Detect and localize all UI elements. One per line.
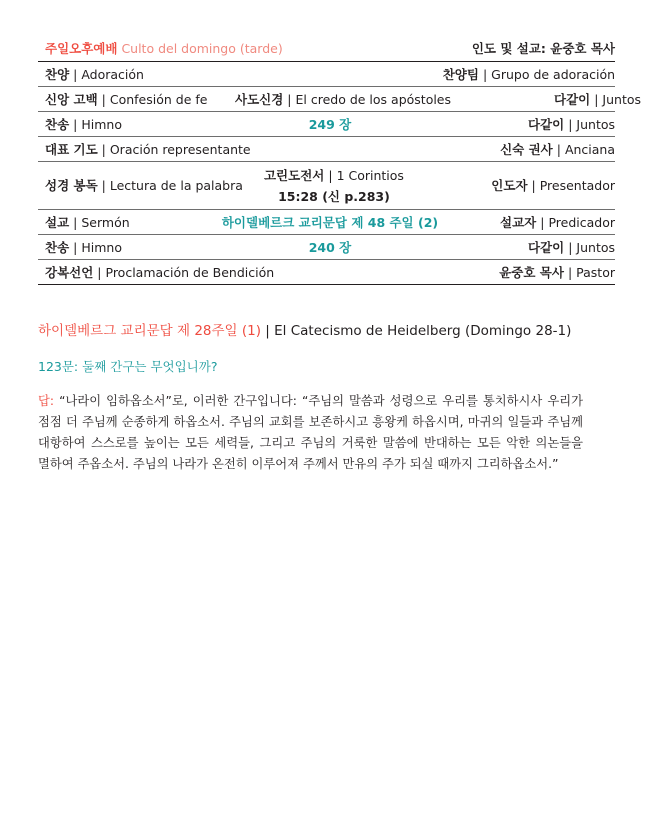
item-name-ko: 성경 봉독 [45,178,98,193]
order-item-left [38,142,375,157]
item-name-es: Sermón [81,214,130,230]
item-name-ko: 찬송 [45,239,70,255]
item-name-es: Confesión de fe [109,91,208,107]
scripture-book-es: 1 Corintios [336,167,404,183]
separator: | [73,214,78,230]
separator: | [73,239,78,255]
item-name-es: Proclamación de Bendición [105,264,275,280]
separator: | [531,178,536,193]
item-person-ko: 찬양팀 [442,66,479,82]
item-person-es: Predicador [548,214,615,230]
item-name-ko: 찬송 [45,116,70,132]
service-leader-text: 인도 및 설교: 윤중호 목사 [471,41,615,56]
answer-text: “나라이 임하옵소서”로, 이러한 간구입니다: “주님의 말씀과 성령으로 우리를 통치하시사 우리가 점점 더 주님께 순종하게 하옵소서. 주님의 교회를 보존하시고 흥왕케 하옵시며, 마귀의 일들과 주님께 대항하여 스스로를 높이는 모든 세력들, 그리고 주님의 거룩한 말씀에 반대하는 모든 악한 의논들을 멸하여 주옵소서. 주님의 나라가 온전히 이루어져 주께서 만유의 주가 되실 때까지 그리하옵소서.” [38,394,583,471]
item-person-ko: 윤중호 목사 [499,264,564,280]
catechism-question: 123문: 둘째 간구는 무엇입니까? [38,359,218,374]
separator: | [482,66,488,82]
item-name-ko: 신앙 고백 [45,91,98,107]
item-person-es: Presentador [539,178,615,193]
order-item-mid [195,215,465,230]
order-item-mid [235,117,425,132]
order-item-left [38,92,235,107]
hymn-number: 240 장 [308,239,352,255]
separator: | [101,178,106,193]
item-person-es: Juntos [602,91,642,107]
catechism-title [38,319,615,339]
item-name-es: Himno [81,239,122,255]
catechism-title-ko: 하이델베르그 교리문답 제 28주일 (1) [38,323,261,339]
order-item-left [38,215,195,230]
item-person-ko: 인도자 [491,178,528,193]
separator: | [73,116,78,132]
order-item-right [375,142,615,157]
item-name-ko: 설교 [45,214,70,230]
service-title-ko: 주일오후예배 [45,41,118,56]
scripture-book [264,168,404,183]
item-name-ko: 대표 기도 [45,141,98,157]
separator: | [287,91,292,107]
service-title-es: Culto del domingo (tarde) [121,41,283,56]
separator: | [594,91,599,107]
separator: | [73,66,78,82]
item-name-es: Adoración [81,66,144,82]
order-row-prayer [38,137,615,162]
answer-label: 답: [38,394,55,408]
order-item-left [38,265,387,280]
service-leader [377,41,615,56]
order-row-praise [38,62,615,87]
sermon-title: 하이델베르크 교리문답 제 48 주일 (2) [221,214,439,230]
order-item-right [465,215,615,230]
order-item-right [425,240,615,255]
item-name-ko: 강복선언 [45,264,94,280]
item-person-es: Pastor [576,264,615,280]
order-of-service [38,36,642,285]
scripture-verse: 15:28 (신 p.283) [278,188,390,204]
scripture-book-ko: 고린도전서 [263,167,325,183]
item-name-es: Himno [81,116,122,132]
order-item-right [425,117,615,132]
item-person-ko: 다같이 [554,91,591,107]
item-person-es: Juntos [576,239,615,255]
order-row-benediction [38,260,615,285]
order-item-right [293,67,615,82]
item-person-ko: 다같이 [527,239,565,255]
item-name-es: Lectura de la palabra [109,178,243,193]
separator: | [568,239,573,255]
separator: | [556,141,561,157]
order-item-mid [243,168,425,204]
separator: | [567,264,573,280]
order-item-left [38,117,235,132]
order-row-creed [38,87,642,112]
separator: | [101,91,106,107]
item-person-es: Anciana [564,141,615,157]
item-content-es: El credo de los apóstoles [295,91,452,107]
item-person-es: Grupo de adoración [491,66,616,82]
item-person-ko: 신숙 권사 [500,141,553,157]
order-row-hymn-1 [38,112,615,137]
item-person-ko: 설교자 [500,214,537,230]
separator: | [328,167,333,183]
order-item-mid [235,240,425,255]
scripture-reference [243,168,425,204]
order-row-sermon [38,210,615,235]
item-person-ko: 다같이 [527,116,565,132]
separator: | [101,141,106,157]
item-name-es: Oración representante [109,141,251,157]
service-title [38,41,377,56]
item-name-ko: 찬양 [45,66,70,82]
order-item-mid [235,92,451,107]
order-item-left [38,178,243,193]
order-item-right [451,92,641,107]
order-item-right [387,265,615,280]
order-row-hymn-2 [38,235,615,260]
order-row-reading [38,162,615,210]
separator: | [97,264,102,280]
item-person-es: Juntos [576,116,615,132]
catechism-answer [38,391,583,475]
item-content-ko: 사도신경 [235,91,284,107]
order-item-left [38,67,293,82]
hymn-number: 249 장 [308,116,352,132]
separator: | [568,116,573,132]
separator: | [265,323,270,339]
catechism-title-es: El Catecismo de Heidelberg (Domingo 28-1) [274,323,572,339]
order-item-right [425,178,615,193]
service-header-row [38,36,615,62]
order-item-left [38,240,235,255]
separator: | [540,214,545,230]
